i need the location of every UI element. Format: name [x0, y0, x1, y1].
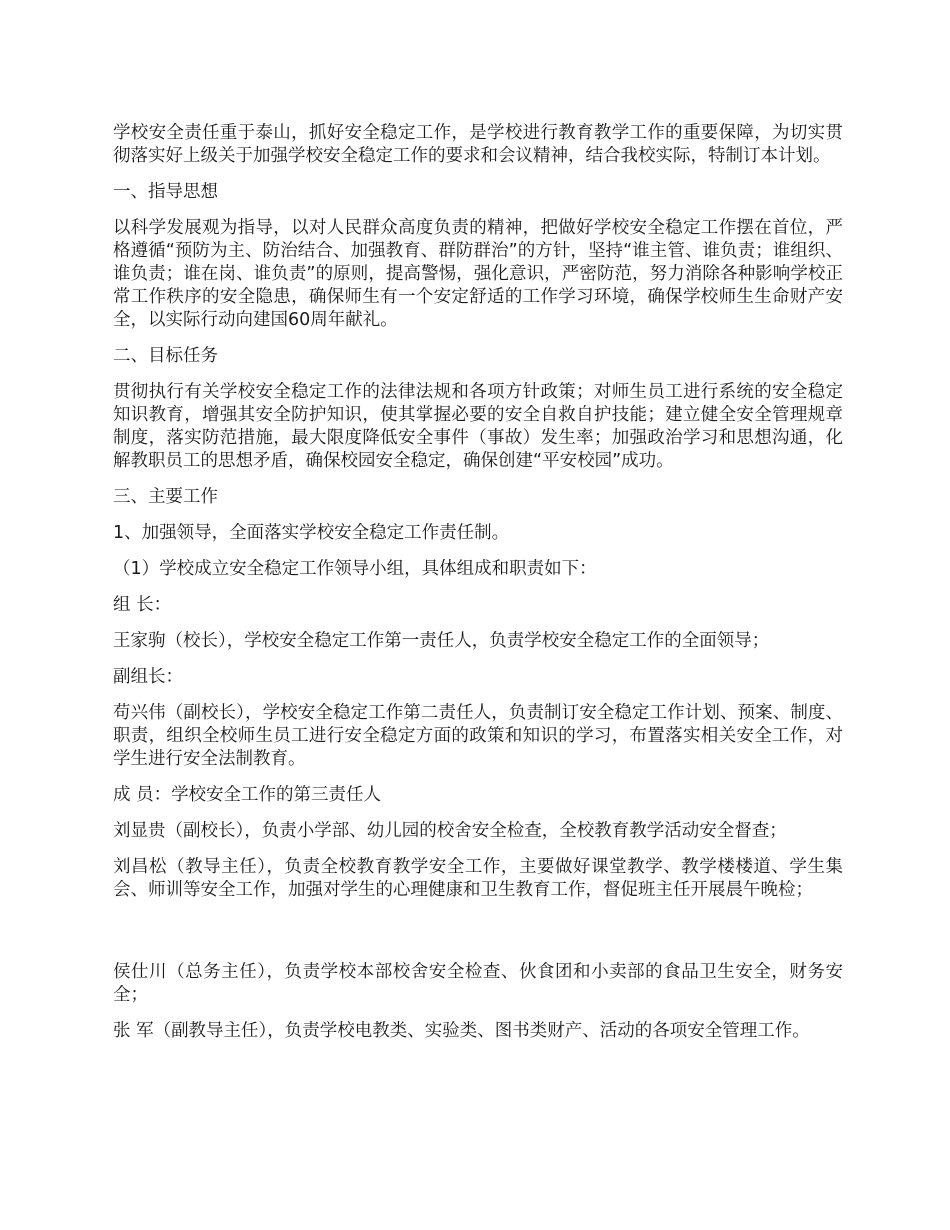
main-work-subitem-1: （1）学校成立安全稳定工作领导小组，具体组成和职责如下： [113, 559, 597, 579]
member-paragraph: 刘显贵（副校长），负责小学部、幼儿园的校舍安全检查，全校教育教学活动安全督查； [113, 821, 787, 841]
member-paragraph: 刘昌松（教导主任），负责全校教育教学安全工作，主要做好课堂教学、教学楼楼道、学生集会、师训等安全工作，加强对学生的心理健康和卫生教育工作，督促班主任开展晨午晚检； [113, 857, 843, 900]
section-heading-goals: 二、目标任务 [113, 346, 218, 366]
member-paragraph: 侯仕川（总务主任），负责学校本部校舍安全检查、伙食团和小卖部的食品卫生安全，财务安全； [113, 962, 843, 1005]
intro-paragraph: 学校安全责任重于泰山，抓好安全稳定工作，是学校进行教育教学工作的重要保障，为切实贯彻落实好上级关于加强学校安全稳定工作的要求和会议精神，结合我校实际，特制订本计划。 [113, 123, 843, 166]
blank-gap [113, 915, 843, 961]
deputy-leader-paragraph: 苟兴伟（副校长），学校安全稳定工作第二责任人，负责制订安全稳定工作计划、预案、制度、职责，组织全校师生员工进行安全稳定方面的政策和知识的学习，布置落实相关安全工作，对学生进行安全法制教育。 [113, 703, 843, 769]
section-heading-main-work: 三、主要工作 [113, 487, 218, 507]
guiding-ideology-paragraph: 以科学发展观为指导，以对人民群众高度负责的精神，把做好学校安全稳定工作摆在首位，严格遵循“预防为主、防治结合、加强教育、群防群治”的方针，坚持“谁主管、谁负责；谁组织、谁负责；谁在岗、谁负责”的原则，提高警惕，强化意识，严密防范，努力消除各种影响学校正常工作秩序的安全隐患，确保师生有一个安定舒适的工作学习环境，确保学校师生生命财产安全，以实际行动向建国60周年献礼。 [113, 218, 843, 330]
member-paragraph: 张 军（副教导主任），负责学校电教类、实验类、图书类财产、活动的各项安全管理工作。 [113, 1021, 810, 1041]
main-work-item-1: 1、加强领导，全面落实学校安全稳定工作责任制。 [113, 523, 510, 543]
role-label-leader: 组 长： [113, 595, 172, 615]
role-label-deputy-leader: 副组长： [113, 667, 183, 687]
leader-paragraph: 王家驹（校长），学校安全稳定工作第一责任人，负责学校安全稳定工作的全面领导； [113, 631, 770, 651]
goals-paragraph: 贯彻执行有关学校安全稳定工作的法律法规和各项方针政策；对师生员工进行系统的安全稳定知识教育，增强其安全防护知识，使其掌握必要的安全自救自护技能；建立健全安全管理规章制度，落实防范措施，最大限度降低安全事件（事故）发生率；加强政治学习和思想沟通，化解教职员工的思想矛盾，确保校园安全稳定，确保创建“平安校园”成功。 [113, 382, 843, 471]
document-body [113, 122, 843, 1056]
role-label-members: 成 员：学校安全工作的第三责任人 [113, 785, 382, 805]
section-heading-guiding-ideology: 一、指导思想 [113, 182, 218, 202]
